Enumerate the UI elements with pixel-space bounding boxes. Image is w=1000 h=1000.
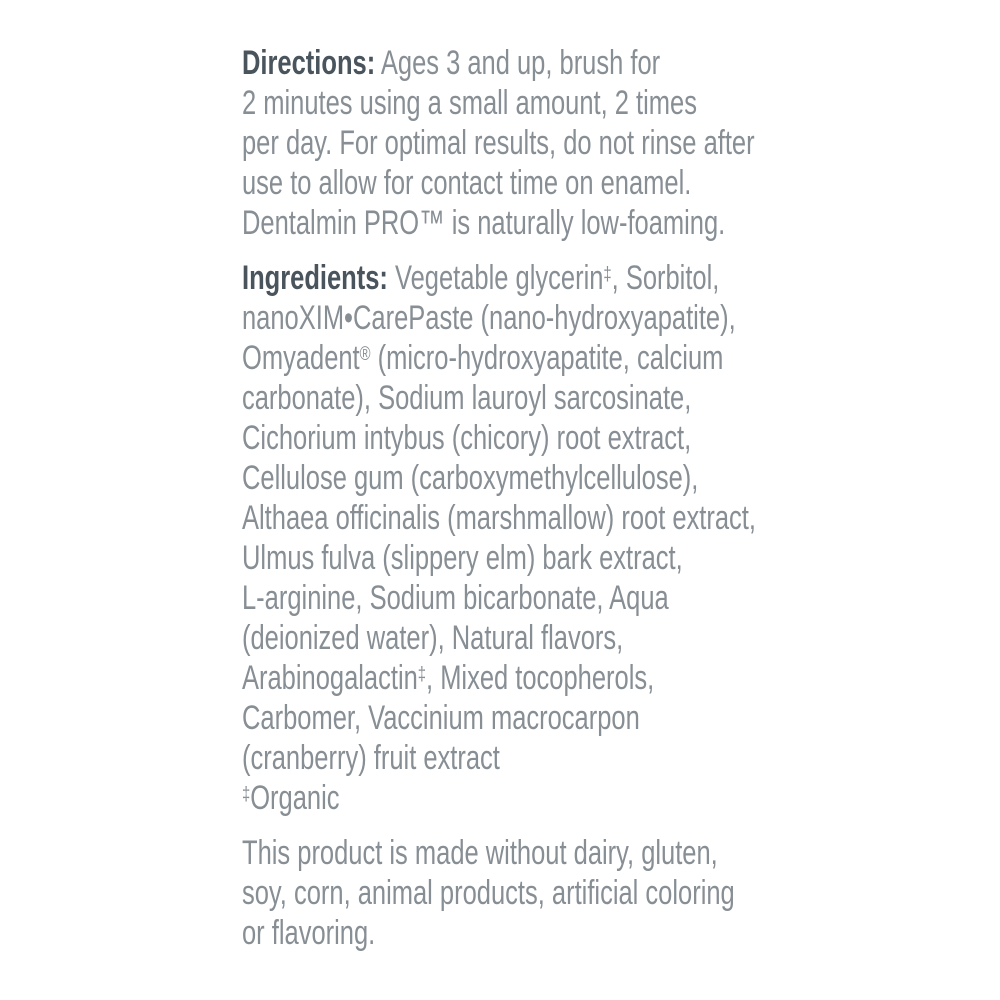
- text-line: L-arginine, Sodium bicarbonate, Aqua: [242, 579, 669, 617]
- text-line: Directions: Ages 3 and up, brush for: [242, 44, 661, 82]
- text-line: Arabinogalactin‡, Mixed tocopherols,: [242, 659, 655, 697]
- text-line: use to allow for contact time on enamel.: [242, 164, 692, 202]
- text-line: Althaea officinalis (marshmallow) root extract,: [242, 499, 756, 537]
- registered-trademark-mark: ®: [359, 342, 371, 365]
- section-heading: Directions:: [242, 44, 376, 82]
- text-line: nanoXIM•CarePaste (nano-hydroxyapatite),: [242, 299, 736, 337]
- paragraph-ingredients: [242, 258, 761, 818]
- text-line: or flavoring.: [242, 914, 376, 952]
- text-line: (deionized water), Natural flavors,: [242, 619, 624, 657]
- text-line: carbonate), Sodium lauroyl sarcosinate,: [242, 379, 692, 417]
- text-line: Ingredients: Vegetable glycerin‡, Sorbitol,: [242, 259, 720, 297]
- text-line: Omyadent® (micro-hydroxyapatite, calcium: [242, 339, 724, 377]
- text-line: Dentalmin PRO™ is naturally low-foaming.: [242, 204, 726, 242]
- label-text-block: [242, 43, 761, 968]
- text-line: Cellulose gum (carboxymethylcellulose),: [242, 459, 699, 497]
- paragraph-allergen-statement: [242, 833, 761, 953]
- paragraph-directions: [242, 43, 761, 243]
- text-line: soy, corn, animal products, artificial coloring: [242, 874, 735, 912]
- text-line: Cichorium intybus (chicory) root extract,: [242, 419, 692, 457]
- text-line: Carbomer, Vaccinium macrocarpon: [242, 699, 640, 737]
- text-line: ‡Organic: [242, 779, 340, 817]
- text-line: This product is made without dairy, gluten,: [242, 834, 718, 872]
- text-line: per day. For optimal results, do not rinse after: [242, 124, 755, 162]
- text-line: Ulmus fulva (slippery elm) bark extract,: [242, 539, 683, 577]
- organic-dagger-mark: ‡: [603, 262, 612, 285]
- organic-dagger-mark: ‡: [417, 662, 427, 685]
- text-line: (cranberry) fruit extract: [242, 739, 500, 777]
- organic-dagger-mark: ‡: [242, 782, 251, 805]
- section-heading: Ingredients:: [242, 259, 388, 297]
- text-line: 2 minutes using a small amount, 2 times: [242, 84, 697, 122]
